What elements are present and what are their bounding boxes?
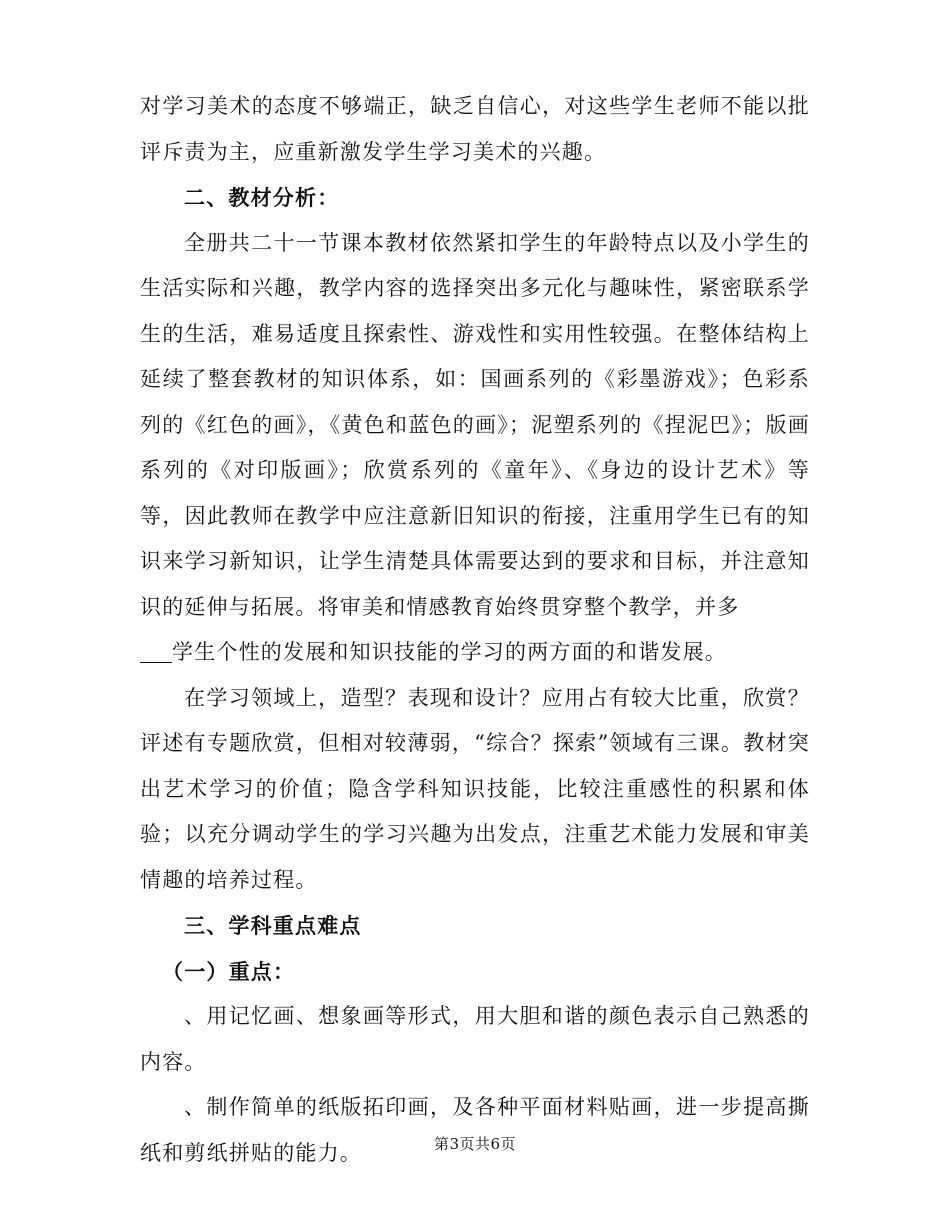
section-heading-textbook-analysis: 二、教材分析： <box>184 185 340 210</box>
page-number: 第3页共6页 <box>433 1135 517 1153</box>
paragraph-continuation: 对学习美术的态度不够端正，缺乏自信心，对这些学生老师不能以批评斥责为主，应重新激发学生学习美术的兴趣。 <box>140 94 810 164</box>
fill-in-blank <box>140 642 172 663</box>
paragraph-textbook-overview <box>140 221 810 676</box>
list-item-key-point-1: 、用记忆画、想象画等形式，用大胆和谐的颜色表示自己熟悉的内容。 <box>140 1004 810 1074</box>
document-body <box>140 84 810 1176</box>
list-item-key-point-2: 、制作简单的纸版拓印画，及各种平面材料贴画，进一步提高撕纸和剪纸拼贴的能力。 <box>140 1095 810 1165</box>
subheading-key-points: （一）重点： <box>162 958 296 984</box>
section-heading-key-points: 三、学科重点难点 <box>184 913 362 938</box>
paragraph-learning-domains: 在学习领域上，造型？表现和设计？应用占有较大比重，欣赏？评述有专题欣赏，但相对较薄弱，“综合？探索”领域有三课。教材突出艺术学习的价值；隐含学科知识技能，比较注重感性的积累和体验；以充分调动学生的学习兴趣为出发点，注重艺术能力发展和审美情趣的培养过程。 <box>140 685 810 892</box>
paragraph-text-tail: 学生个性的发展和知识技能的学习的两方面的和谐发展。 <box>172 640 727 664</box>
paragraph-text: 全册共二十一节课本教材依然紧扣学生的年龄特点以及小学生的生活实际和兴趣，教学内容的选择突出多元化与趣味性，紧密联系学生的生活，难易适度且探索性、游戏性和实用性较强。在整体结构上延续了整套教材的知识体系，如：国画系列的《彩墨游戏》；色彩系列的《红色的画》，《黄色和蓝色的画》；泥塑系列的《捏泥巴》；版画系列的《对印版画》；欣赏系列的《童年》、《身边的设计艺术》等等，因此教师在教学中应注意新旧知识的衔接，注重用学生已有的知识来学习新知识，让学生清楚具体需要达到的要求和目标，并注意知识的延伸与拓展。将审美和情感教育始终贯穿整个教学，并多 <box>140 230 810 619</box>
